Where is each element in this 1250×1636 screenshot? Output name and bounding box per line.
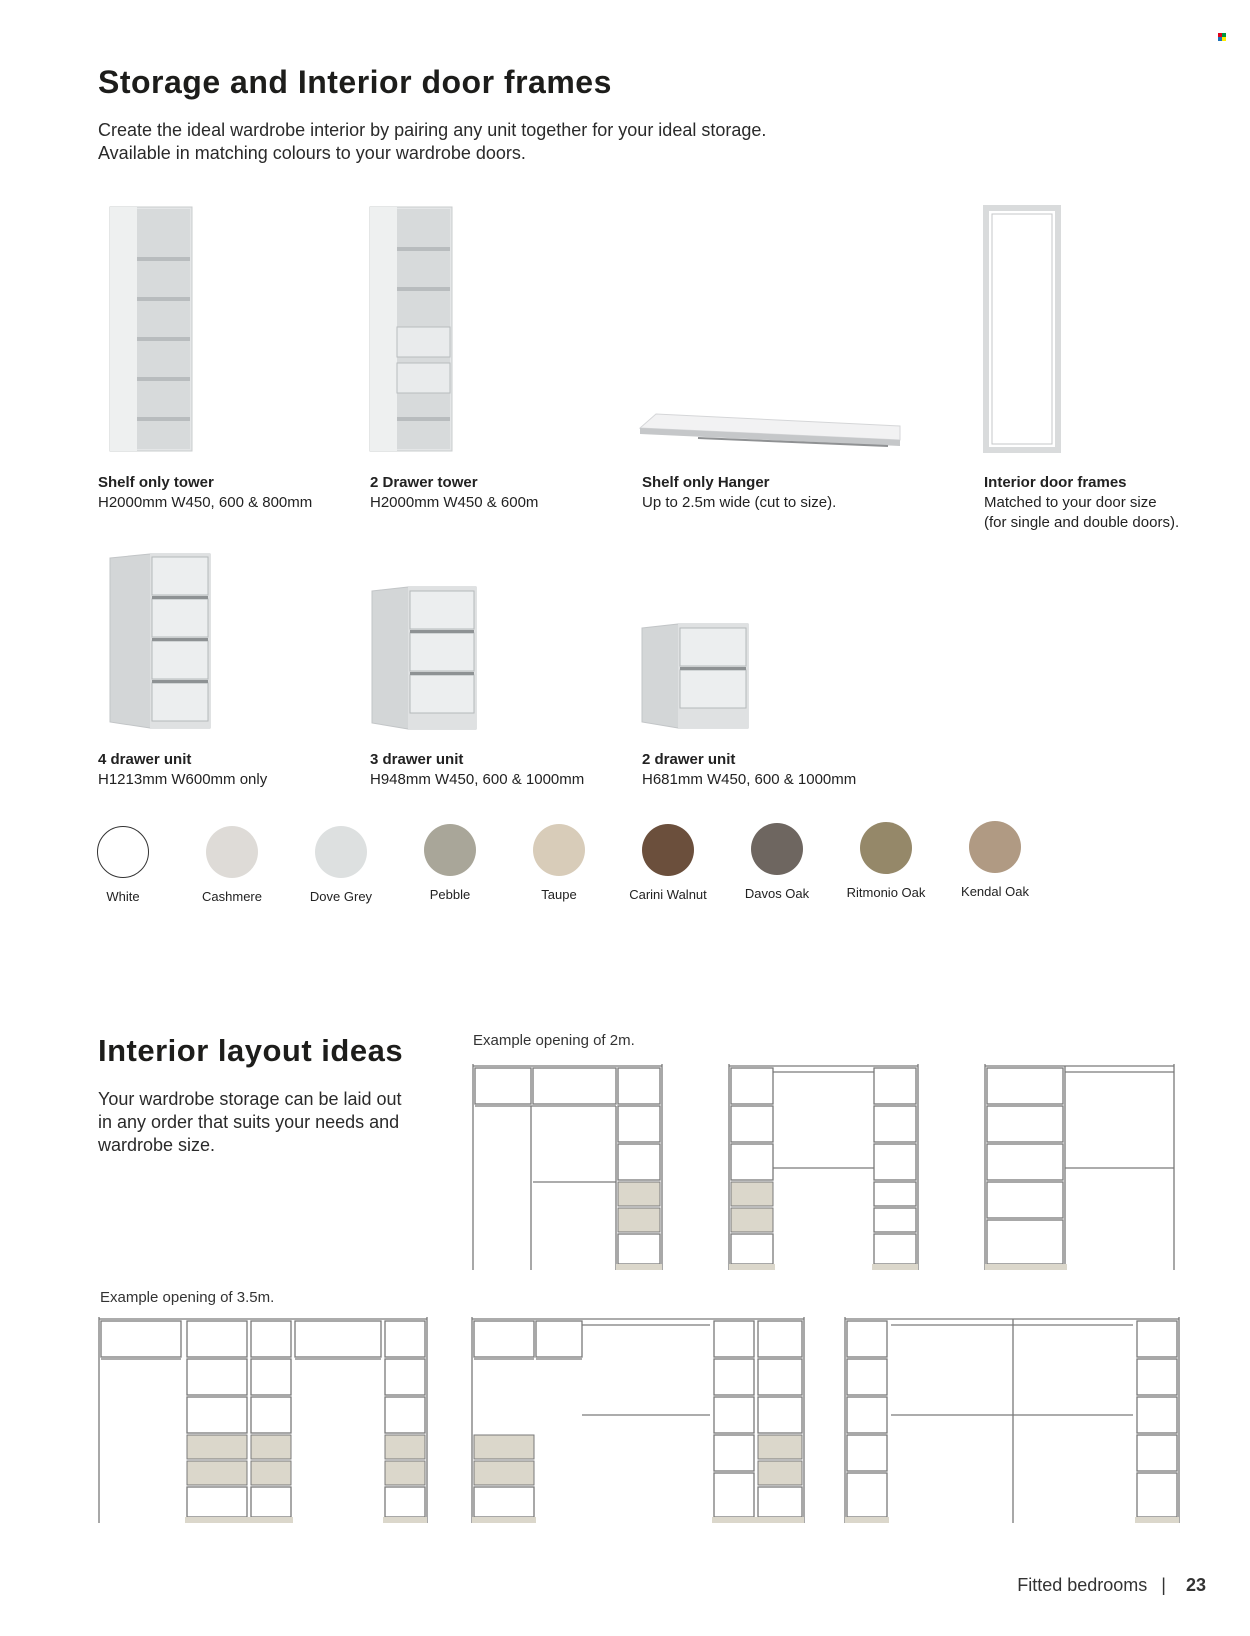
swatch-pebble (390, 824, 510, 902)
two-drawer-tower-image (368, 205, 458, 455)
product-description: H948mm W450, 600 & 1000mm (370, 771, 585, 788)
swatch-carini-walnut (608, 824, 728, 902)
product-2-drawer-tower (370, 473, 538, 513)
swatch-label: White (106, 889, 140, 904)
swatch-dove-grey (281, 826, 401, 904)
swatch-label: Taupe (541, 887, 577, 902)
swatch-label: Dove Grey (309, 889, 373, 904)
product-description: H1213mm W600mm only (98, 771, 268, 788)
swatch-label: Pebble (429, 887, 471, 902)
swatch-circle (751, 823, 803, 875)
layout-text-line-1: Your wardrobe storage can be laid out (98, 1089, 402, 1109)
intro-text (98, 119, 766, 165)
swatch-cashmere (172, 826, 292, 904)
swatch-ritmonio-oak (826, 822, 946, 900)
layout-section-title: Interior layout ideas (98, 1033, 404, 1068)
swatch-circle (97, 826, 149, 878)
swatch-circle (533, 824, 585, 876)
swatch-circle (424, 824, 476, 876)
swatch-circle (206, 826, 258, 878)
layout-diagram-2m-b (726, 1062, 926, 1272)
layout-diagram-2m-c (982, 1062, 1182, 1272)
product-description: H2000mm W450, 600 & 800mm (98, 494, 313, 511)
three-drawer-unit-image (370, 585, 480, 733)
page-title: Storage and Interior door frames (98, 64, 612, 100)
shelf-only-hanger-image (638, 412, 908, 452)
two-drawer-unit-image (640, 622, 752, 732)
swatch-davos-oak (717, 823, 837, 901)
swatch-kendal-oak (935, 821, 1055, 899)
layout-diagram-2m-a (470, 1062, 670, 1272)
layout-diagram-3-5m-a (97, 1315, 432, 1525)
footer-separator: | (1161, 1575, 1166, 1595)
swatch-circle (315, 826, 367, 878)
swatch-circle (969, 821, 1021, 873)
shelf-only-tower-image (108, 205, 198, 455)
swatch-label: Davos Oak (744, 886, 810, 901)
product-name: 3 drawer unit (370, 751, 464, 768)
product-description: H681mm W450, 600 & 1000mm (642, 771, 857, 788)
product-interior-door-frames (984, 473, 1179, 533)
page-number: 23 (1185, 1575, 1206, 1595)
product-name: Interior door frames (984, 474, 1127, 491)
interior-door-frame-image (983, 205, 1063, 455)
page-footer (1017, 1575, 1206, 1596)
product-name: 4 drawer unit (98, 751, 192, 768)
intro-line-2: Available in matching colours to your wardrobe doors. (98, 143, 526, 163)
product-description-2: (for single and double doors). (984, 514, 1180, 531)
product-name: 2 drawer unit (642, 751, 736, 768)
intro-line-1: Create the ideal wardrobe interior by pairing any unit together for your ideal storage. (98, 120, 767, 140)
product-name: 2 Drawer tower (370, 474, 478, 491)
layout-description (98, 1088, 402, 1157)
layout-text-line-2: in any order that suits your needs and (98, 1112, 400, 1132)
swatch-label: Ritmonio Oak (846, 885, 926, 900)
product-shelf-only-tower (98, 473, 312, 513)
product-4-drawer-unit (98, 750, 267, 790)
example-2m-label: Example opening of 2m. (473, 1032, 635, 1049)
swatch-label: Cashmere (202, 889, 262, 904)
swatch-white (63, 826, 183, 904)
product-3-drawer-unit (370, 750, 584, 790)
corner-mark-icon (1218, 33, 1226, 41)
product-description: H2000mm W450 & 600m (370, 494, 539, 511)
swatch-taupe (499, 824, 619, 902)
product-2-drawer-unit (642, 750, 856, 790)
swatch-circle (642, 824, 694, 876)
swatch-circle (860, 822, 912, 874)
swatch-label: Kendal Oak (961, 884, 1029, 899)
product-shelf-only-hanger (642, 473, 836, 513)
layout-diagram-3-5m-b (470, 1315, 810, 1525)
swatch-label: Carini Walnut (629, 887, 707, 902)
product-description: Matched to your door size (984, 494, 1157, 511)
example-3-5m-label: Example opening of 3.5m. (100, 1289, 275, 1306)
layout-text-line-3: wardrobe size. (98, 1135, 216, 1155)
product-name: Shelf only tower (98, 474, 214, 491)
product-name: Shelf only Hanger (642, 474, 770, 491)
layout-diagram-3-5m-c (843, 1315, 1183, 1525)
product-description: Up to 2.5m wide (cut to size). (642, 494, 837, 511)
footer-section-label: Fitted bedrooms (1017, 1575, 1148, 1595)
four-drawer-unit-image (108, 552, 213, 732)
